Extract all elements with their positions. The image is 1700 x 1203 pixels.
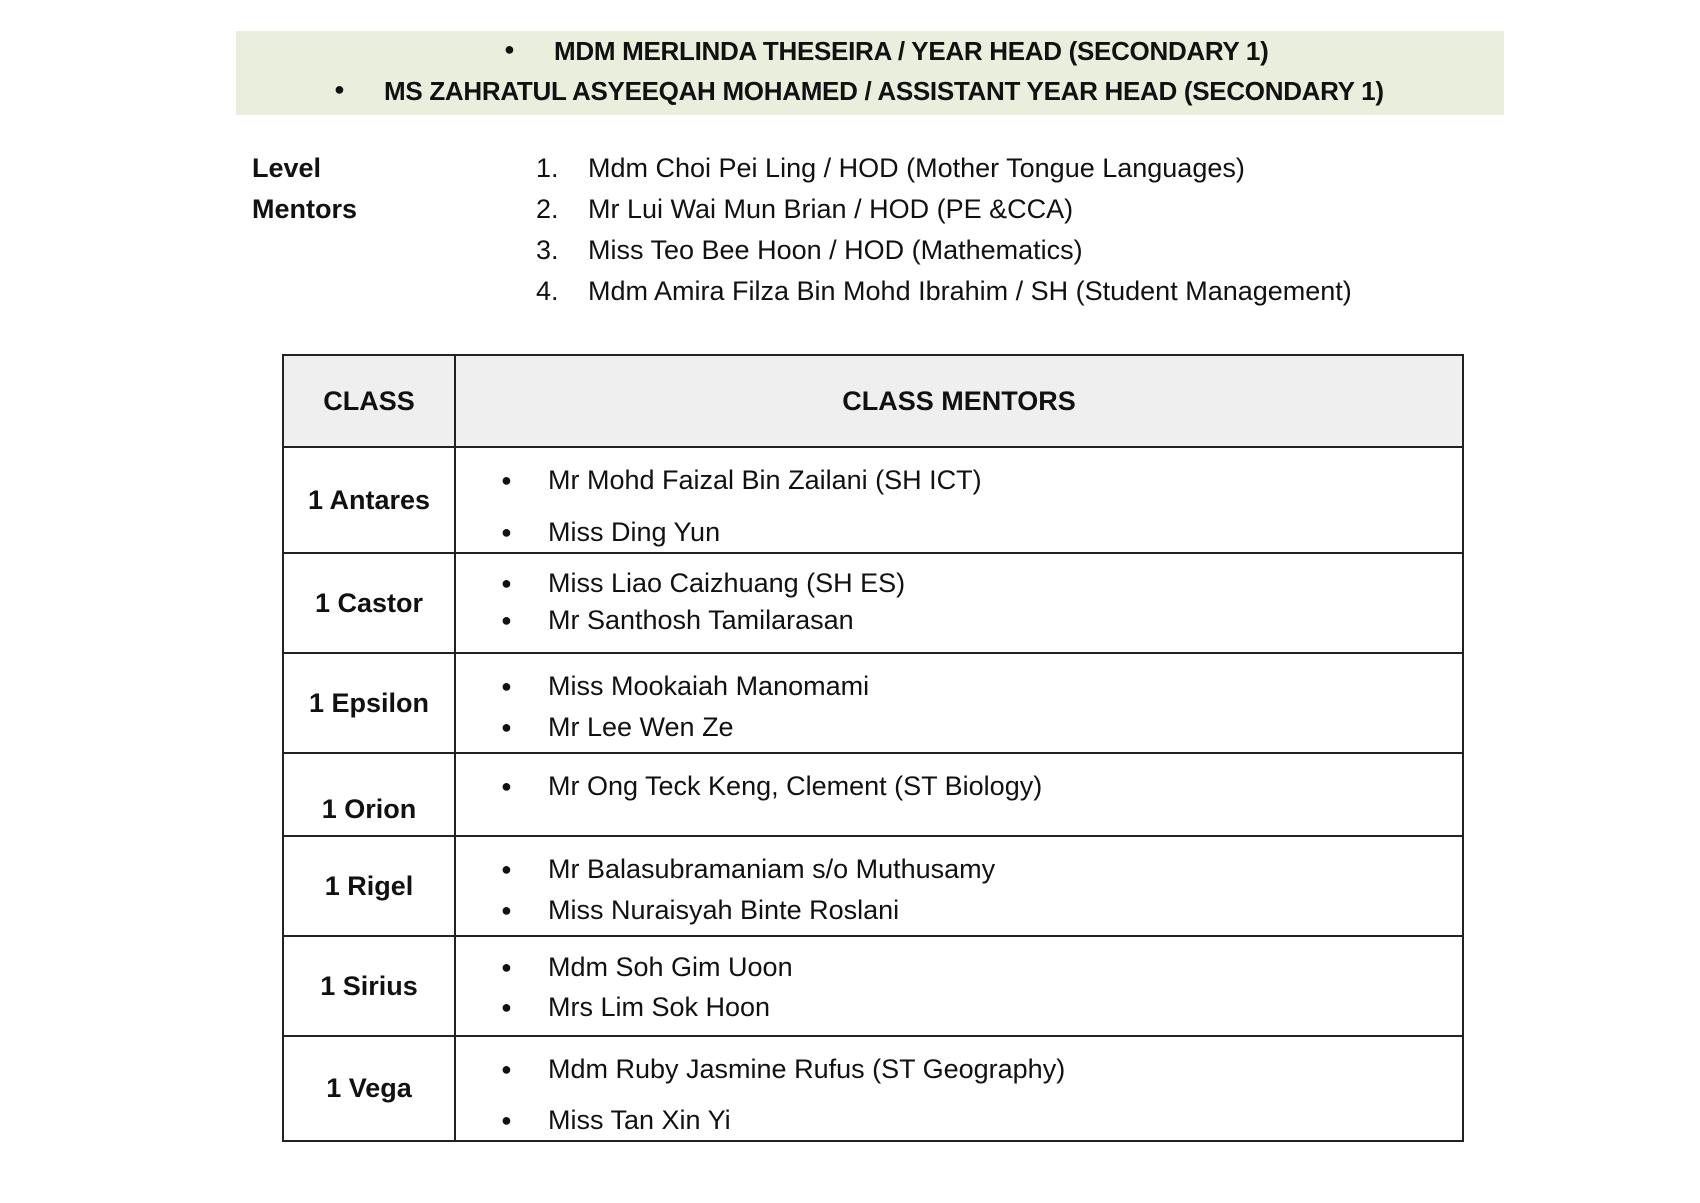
bullet-icon: ● [504,39,515,59]
class-mentors-cell [455,447,1463,553]
bullet-icon: ● [501,610,512,630]
class-mentors-cell [455,653,1463,753]
class-name-cell: 1 Orion [283,753,455,836]
class-mentor-name: Miss Tan Xin Yi [548,1105,731,1135]
class-mentor-name: Mr Mohd Faizal Bin Zailani (SH ICT) [548,465,982,495]
list-item [456,947,1462,987]
table-row [283,936,1463,1036]
list-item [456,460,1462,500]
level-mentor-name: Miss Teo Bee Hoon / HOD (Mathematics) [588,235,1083,265]
class-mentor-name: Mdm Ruby Jasmine Rufus (ST Geography) [548,1054,1066,1084]
class-mentors-cell [455,936,1463,1036]
bullet-icon: ● [501,573,512,593]
class-mentor-name: Mdm Soh Gim Uoon [548,952,793,982]
table-row [283,753,1463,836]
class-mentor-name: Mr Ong Teck Keng, Clement (ST Biology) [548,771,1043,801]
list-item [456,987,1462,1027]
table-row [283,653,1463,753]
bullet-icon: ● [501,717,512,737]
level-mentor-name: Mdm Amira Filza Bin Mohd Ibrahim / SH (Student Management) [588,276,1352,306]
level-mentor-name: Mdm Choi Pei Ling / HOD (Mother Tongue Languages) [588,153,1245,183]
level-mentors-label-line2: Mentors [252,194,358,224]
bullet-icon: ● [501,1110,512,1130]
class-name-cell: 1 Sirius [283,936,455,1036]
level-mentors-label-line1: Level [252,153,322,183]
year-head: MDM MERLINDA THESEIRA / YEAR HEAD (SECONDARY 1) [554,36,1269,66]
class-name-cell: 1 Epsilon [283,653,455,753]
class-mentors-cell [455,1036,1463,1141]
class-mentor-name: Mr Santhosh Tamilarasan [548,605,854,635]
list-item [456,512,1462,552]
assistant-year-head: MS ZAHRATUL ASYEEQAH MOHAMED / ASSISTANT YEAR HEAD (SECONDARY 1) [384,76,1384,106]
class-name-cell: 1 Vega [283,1036,455,1141]
class-column-header: CLASS [283,355,455,447]
level-mentor-name: Mr Lui Wai Mun Brian / HOD (PE &CCA) [588,194,1074,224]
bullet-icon: ● [501,900,512,920]
table-row [283,447,1463,553]
list-item [456,849,1462,889]
class-mentors-table [282,354,1464,1142]
class-name-cell: 1 Rigel [283,836,455,936]
class-mentor-name: Miss Liao Caizhuang (SH ES) [548,568,906,598]
class-mentor-name: Miss Nuraisyah Binte Roslani [548,895,900,925]
class-mentor-name: Mr Balasubramaniam s/o Muthusamy [548,854,996,884]
table-row [283,1036,1463,1141]
list-item [456,1100,1462,1140]
bullet-icon: ● [334,79,345,99]
class-mentor-name: Mrs Lim Sok Hoon [548,992,771,1022]
bullet-icon: ● [501,676,512,696]
bullet-icon: ● [501,859,512,879]
level-mentor-number: 2. [536,194,559,224]
year-heads-banner [236,31,1504,115]
bullet-icon: ● [501,997,512,1017]
list-item [456,563,1462,603]
table-row [283,553,1463,653]
class-mentor-name: Miss Mookaiah Manomami [548,671,870,701]
bullet-icon: ● [501,470,512,490]
bullet-icon: ● [501,522,512,542]
bullet-icon: ● [501,1059,512,1079]
level-mentor-number: 4. [536,276,559,306]
list-item [456,890,1462,930]
list-item [456,666,1462,706]
class-mentors-cell [455,836,1463,936]
table-row [283,836,1463,936]
bullet-icon: ● [501,957,512,977]
class-mentors-cell [455,753,1463,836]
list-item [456,600,1462,640]
table-header-row [283,355,1463,447]
level-mentor-number: 3. [536,235,559,265]
class-name-cell: 1 Castor [283,553,455,653]
class-mentors-column-header: CLASS MENTORS [455,355,1463,447]
class-mentor-name: Mr Lee Wen Ze [548,712,734,742]
list-item [456,766,1462,806]
level-mentor-number: 1. [536,153,559,183]
class-name-cell: 1 Antares [283,447,455,553]
list-item [456,1049,1462,1089]
list-item [456,707,1462,747]
class-mentors-cell [455,553,1463,653]
bullet-icon: ● [501,776,512,796]
class-mentor-name: Miss Ding Yun [548,517,721,547]
